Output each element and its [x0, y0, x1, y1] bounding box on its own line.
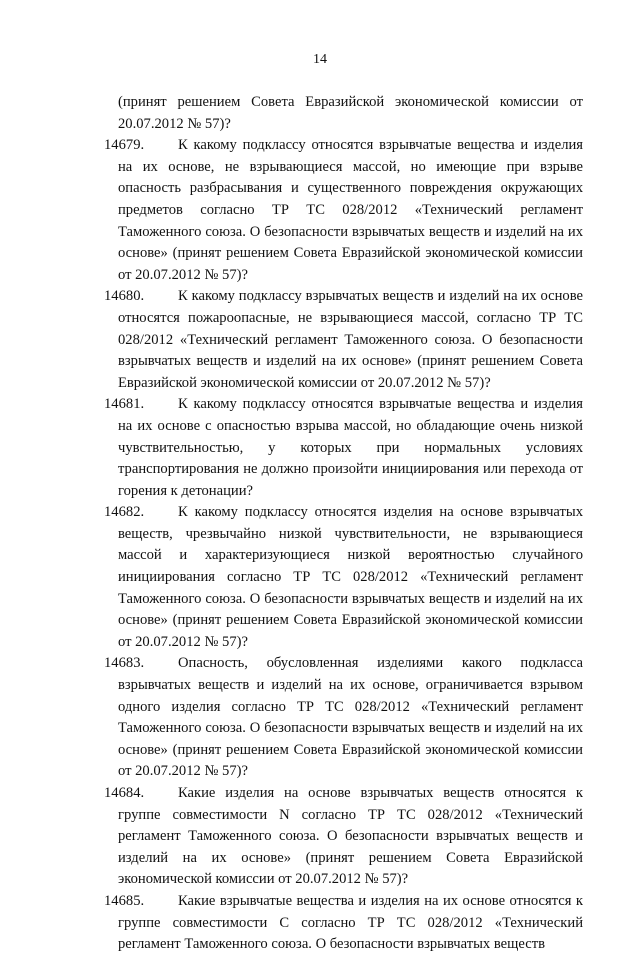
- question-item: [104, 394, 583, 502]
- question-number: 14683.: [104, 655, 145, 672]
- question-text: Какие взрывчатые вещества и изделия на их основе относятся к группе совместимости С согласно ТР ТС 028/2012 «Технический регламент Таможенного союза. О безопасности взрывчатых веществ: [118, 892, 583, 953]
- question-number: 14682.: [104, 504, 145, 521]
- question-text: К какому подклассу взрывчатых веществ и изделий на их основе относятся пожароопасные, не взрывающиеся массой, согласно ТР ТС 028/2012 «Технический регламент Таможенного союза. О безопасности взрывчатых веществ и изделий на их основе» (принят решением Совета Евразийской экономической комиссии от 20.07.2012 № 57)?: [118, 288, 583, 391]
- question-text: Опасность, обусловленная изделиями какого подкласса взрывчатых веществ и изделий на их основе, ограничивается взрывом одного изделия согласно ТР ТС 028/2012 «Технический регламент Таможенного союза. О безопасности взрывчатых веществ и изделий на их основе» (принят решением Совета Евразийской экономической комиссии от 20.07.2012 № 57)?: [118, 655, 583, 780]
- page-number: 14: [313, 52, 327, 67]
- question-text: К какому подклассу относятся изделия на основе взрывчатых веществ, чрезвычайно низкой чувствительности, не взрывающиеся массой и характеризующиеся низкой вероятностью случайного инициирования согласно ТР ТС 028/2012 «Технический регламент Таможенного союза. О безопасности взрывчатых веществ и изделий на их основе» (принят решением Совета Евразийской экономической комиссии от 20.07.2012 № 57)?: [118, 504, 583, 650]
- question-number: 14685.: [104, 892, 145, 909]
- question-item: [104, 653, 583, 783]
- continuation-paragraph: (принят решением Совета Евразийской экономической комиссии от 20.07.2012 № 57)?: [118, 94, 583, 132]
- question-item: [104, 502, 583, 653]
- question-number: 14681.: [104, 396, 145, 413]
- question-text: Какие изделия на основе взрывчатых веществ относятся к группе совместимости N согласно ТР ТС 028/2012 «Технический регламент Таможенного союза. О безопасности взрывчатых веществ и изделий на их основе» (принят решением Совета Евразийской экономической комиссии от 20.07.2012 № 57)?: [118, 785, 583, 888]
- question-item: [104, 783, 583, 891]
- question-item: [104, 135, 583, 286]
- question-number: 14680.: [104, 288, 145, 305]
- question-item: [104, 286, 583, 394]
- question-number: 14679.: [104, 137, 145, 154]
- question-number: 14684.: [104, 785, 145, 801]
- question-text: К какому подклассу относятся взрывчатые вещества и изделия на их основе, не взрывающиеся массой, но имеющие при взрыве опасность разбрасывания и существенного повреждения окружающих предметов согласно ТР ТС 028/2012 «Технический регламент Таможенного союза. О безопасности взрывчатых веществ и изделий на их основе» (принят решением Совета Евразийской экономической комиссии от 20.07.2012 № 57)?: [118, 137, 583, 283]
- question-item: [104, 891, 583, 956]
- document-body: [104, 92, 583, 956]
- question-text: К какому подклассу относятся взрывчатые вещества и изделия на их основе с опасностью взрыва массой, но обладающие очень низкой чувствительностью, у которых при нормальных условиях транспортирования не должно произойти инициирования или перехода от горения к детонации?: [118, 396, 583, 499]
